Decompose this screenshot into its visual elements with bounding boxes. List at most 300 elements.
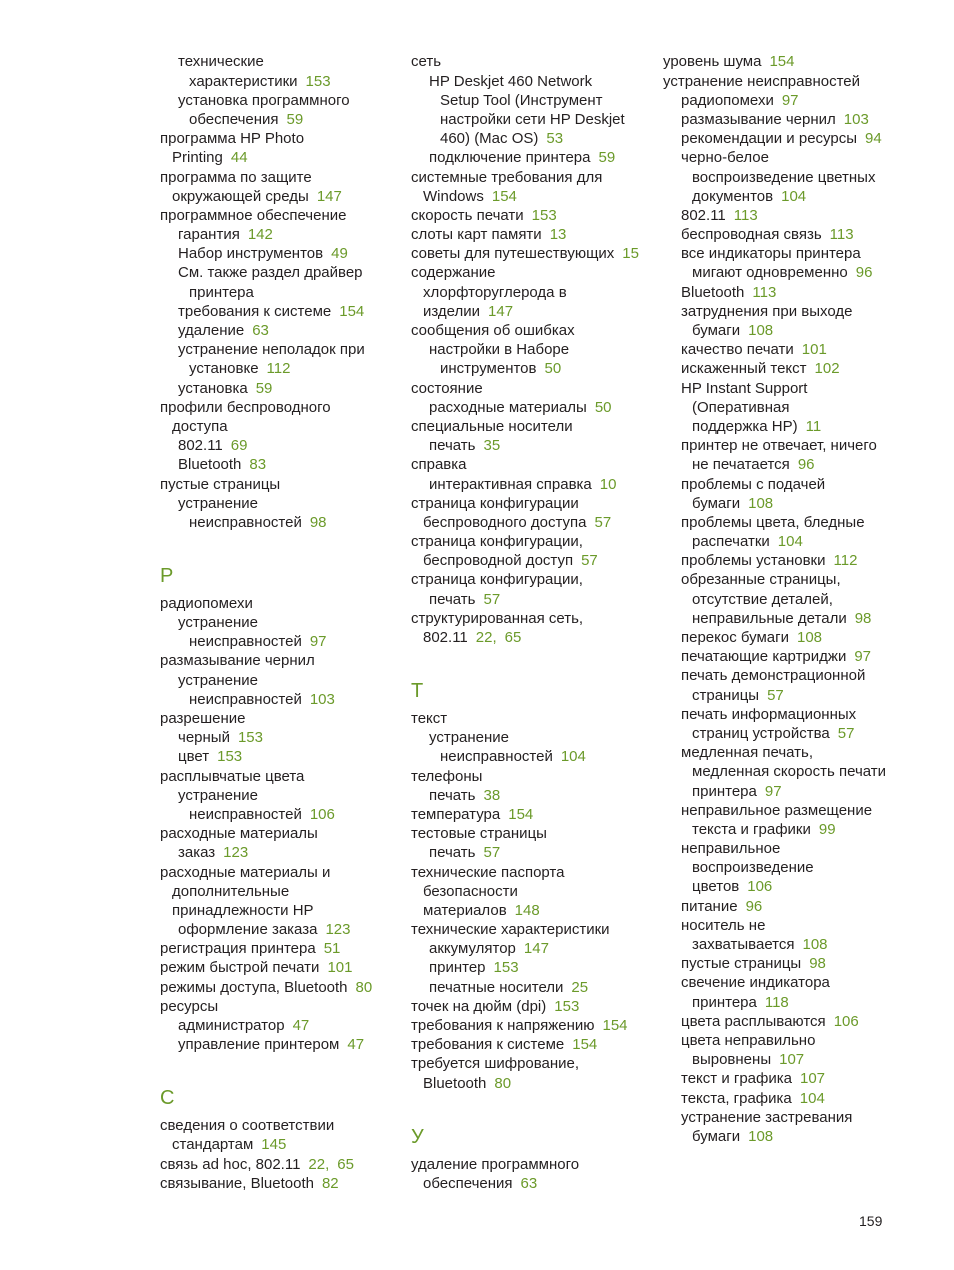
index-entry xyxy=(663,916,913,935)
index-entry xyxy=(160,340,410,359)
entry-term: выровнены xyxy=(692,1051,772,1069)
page-reference-link[interactable]: 112 xyxy=(833,552,858,570)
page-reference-link[interactable]: 104 xyxy=(781,187,807,205)
entry-term: управление принтером xyxy=(178,1036,340,1054)
index-entry xyxy=(663,570,913,589)
index-entry xyxy=(160,302,410,321)
index-entry xyxy=(663,897,913,916)
index-entry xyxy=(663,168,913,187)
page-reference-link[interactable]: 57 xyxy=(594,513,612,531)
page-reference-link[interactable]: 65 xyxy=(504,629,522,647)
entry-term: 802.11 xyxy=(681,206,726,224)
index-entry xyxy=(160,690,410,709)
page-reference-link[interactable]: 153 xyxy=(554,997,580,1015)
entry-term: обеспечения xyxy=(423,1174,513,1192)
index-entry xyxy=(411,302,661,321)
page-reference-link[interactable]: 153 xyxy=(237,729,263,747)
entry-term: сведения о соответствии xyxy=(160,1117,335,1135)
page-reference-link[interactable]: 108 xyxy=(748,1127,774,1145)
index-entry xyxy=(663,283,913,302)
index-entry xyxy=(160,1155,410,1174)
entry-term: текст и графика xyxy=(681,1070,792,1088)
page-reference-link[interactable]: 104 xyxy=(777,533,803,551)
entry-term: связь ad hoc, 802.11 xyxy=(160,1155,301,1173)
index-entry xyxy=(663,935,913,954)
entry-term: страница конфигурации xyxy=(411,494,579,512)
page-reference-link[interactable]: 97 xyxy=(854,648,872,666)
index-entry xyxy=(663,513,913,532)
entry-term: тестовые страницы xyxy=(411,825,547,843)
index-entry xyxy=(160,978,410,997)
page-reference-link[interactable]: 35 xyxy=(483,437,501,455)
index-entry xyxy=(663,551,913,570)
entry-term: мигают одновременно xyxy=(692,264,848,282)
index-entry xyxy=(663,1031,913,1050)
index-entry xyxy=(663,954,913,973)
index-entry xyxy=(411,52,661,71)
page-reference-link[interactable]: 147 xyxy=(523,940,549,958)
index-entry xyxy=(160,52,410,71)
index-entry xyxy=(160,513,410,532)
entry-term: печать xyxy=(429,437,476,455)
page-reference-link[interactable]: 53 xyxy=(546,130,564,148)
index-entry xyxy=(411,532,661,551)
index-entry xyxy=(663,206,913,225)
index-entry xyxy=(160,1035,410,1054)
index-entry xyxy=(411,263,661,282)
page-reference-link[interactable]: 47 xyxy=(292,1017,310,1034)
entry-term: неправильные детали xyxy=(692,609,847,627)
entry-term: бумаги xyxy=(692,1127,741,1145)
entry-term: цвета расплываются xyxy=(681,1012,826,1030)
index-entry xyxy=(160,1174,410,1193)
entry-term: принтера xyxy=(692,782,757,800)
index-entry xyxy=(663,436,913,455)
page-reference-link[interactable]: 108 xyxy=(748,494,774,512)
index-entry xyxy=(160,901,410,920)
page-reference-link[interactable]: 38 xyxy=(483,786,501,804)
entry-term: медленная печать, xyxy=(681,744,814,762)
page-reference-link[interactable]: 154 xyxy=(602,1017,628,1034)
index-entry xyxy=(663,340,913,359)
index-entry xyxy=(160,671,410,690)
index-entry xyxy=(411,709,661,728)
index-entry xyxy=(663,398,913,417)
section-letter-heading xyxy=(160,1054,410,1116)
page-reference-link[interactable]: 59 xyxy=(255,379,273,397)
page-reference-link[interactable]: 153 xyxy=(217,748,243,766)
page-reference-link[interactable]: 47 xyxy=(347,1036,365,1054)
index-entry xyxy=(411,436,661,455)
entry-term: сообщения об ошибках xyxy=(411,322,575,340)
entry-term: устранение xyxy=(178,494,259,512)
page-reference-link[interactable]: 25 xyxy=(571,978,589,996)
page-reference-link[interactable]: 101 xyxy=(327,959,353,977)
index-entry xyxy=(663,628,913,647)
index-entry xyxy=(160,359,410,378)
page-reference-link[interactable]: 96 xyxy=(855,264,873,282)
entry-term: страница конфигурации, xyxy=(411,533,583,551)
page-reference-link[interactable]: 10 xyxy=(599,475,617,493)
page-reference-link[interactable]: 97 xyxy=(309,633,327,651)
page-reference-link[interactable]: 112 xyxy=(266,360,291,378)
index-entry xyxy=(411,767,661,786)
index-entry xyxy=(160,882,410,901)
index-entry xyxy=(663,1089,913,1108)
entry-term: искаженный текст xyxy=(681,360,807,378)
entry-term: печать демонстрационной xyxy=(681,667,866,685)
index-entry xyxy=(160,594,410,613)
page-reference-link[interactable]: 113 xyxy=(733,206,758,224)
index-entry xyxy=(411,129,661,148)
index-entry xyxy=(663,801,913,820)
entry-term: печать xyxy=(429,844,476,862)
index-entry xyxy=(411,321,661,340)
entry-term: 802.11 xyxy=(178,437,223,455)
index-entry xyxy=(663,782,913,801)
entry-term: свечение индикатора xyxy=(681,974,830,992)
entry-term: установке xyxy=(189,360,259,378)
index-entry xyxy=(411,863,661,882)
page-reference-link[interactable]: 118 xyxy=(764,993,789,1011)
page-reference-link[interactable]: 153 xyxy=(305,72,331,90)
entry-term: неисправностей xyxy=(189,805,302,823)
entry-term: бумаги xyxy=(692,494,741,512)
entry-term: пустые страницы xyxy=(160,475,281,493)
entry-term: печатающие картриджи xyxy=(681,648,847,666)
index-entry xyxy=(411,570,661,589)
entry-term: перекос бумаги xyxy=(681,629,789,647)
index-entry xyxy=(160,1135,410,1154)
index-entry xyxy=(411,728,661,747)
index-entry xyxy=(160,651,410,670)
index-entry xyxy=(663,820,913,839)
entry-term: медленная скорость печати xyxy=(692,763,887,781)
page-reference-link[interactable]: 94 xyxy=(865,130,882,148)
page-reference-link[interactable]: 154 xyxy=(339,302,365,320)
page-reference-link[interactable]: 123 xyxy=(223,844,249,862)
entry-term: См. также раздел драйвер xyxy=(178,264,363,282)
index-entry xyxy=(411,958,661,977)
entry-term: беспроводная связь xyxy=(681,226,822,244)
index-entry xyxy=(411,494,661,513)
page-reference-link[interactable]: 113 xyxy=(752,283,777,301)
index-entry xyxy=(663,666,913,685)
entry-term: характеристики xyxy=(189,72,298,90)
page-reference-link[interactable]: 97 xyxy=(781,91,799,109)
index-entry xyxy=(663,686,913,705)
entry-term: радиопомехи xyxy=(681,91,774,109)
page-reference-link[interactable]: 103 xyxy=(309,690,335,708)
page-reference-link[interactable]: 106 xyxy=(747,878,773,896)
index-entry xyxy=(663,475,913,494)
index-entry xyxy=(411,398,661,417)
page-reference-link[interactable]: 59 xyxy=(286,110,304,128)
entry-term: 802.11 xyxy=(423,629,468,647)
entry-term: структурированная сеть, xyxy=(411,609,584,627)
index-entry xyxy=(160,398,410,417)
page-separator: , xyxy=(325,1155,330,1173)
index-entry xyxy=(160,863,410,882)
entry-term: Набор инструментов xyxy=(178,245,324,263)
entry-term: системные требования для xyxy=(411,168,603,186)
entry-term: пустые страницы xyxy=(681,955,802,973)
page-reference-link[interactable]: 98 xyxy=(309,513,327,531)
index-entry xyxy=(411,148,661,167)
entry-term: изделии xyxy=(423,302,481,320)
page-reference-link[interactable]: 97 xyxy=(764,782,782,800)
index-entry xyxy=(663,129,913,148)
page-reference-link[interactable]: 57 xyxy=(767,686,784,704)
entry-term: программа по защите xyxy=(160,168,312,186)
index-entry xyxy=(160,824,410,843)
entry-term: скорость печати xyxy=(411,206,524,224)
index-entry xyxy=(663,993,913,1012)
entry-term: размазывание чернил xyxy=(681,110,836,128)
page-reference-link[interactable]: 80 xyxy=(494,1074,512,1092)
entry-term: захватывается xyxy=(692,936,795,954)
entry-term: устранение застревания xyxy=(681,1108,853,1126)
entry-term: печать xyxy=(429,786,476,804)
index-entry xyxy=(160,475,410,494)
index-entry xyxy=(411,359,661,378)
page-reference-link[interactable]: 107 xyxy=(799,1070,826,1088)
index-entry xyxy=(411,786,661,805)
entry-term: Bluetooth xyxy=(423,1074,487,1092)
entry-term: устранение неполадок при xyxy=(178,341,365,359)
index-entry xyxy=(663,590,913,609)
index-entry xyxy=(411,1174,661,1193)
index-entry xyxy=(663,244,913,263)
index-entry xyxy=(663,1069,913,1088)
index-entry xyxy=(663,52,913,71)
entry-term: советы для путешествующих xyxy=(411,245,615,263)
index-entry xyxy=(663,1050,913,1069)
entry-term: рекомендации и ресурсы xyxy=(681,130,857,148)
index-entry xyxy=(663,1012,913,1031)
entry-term: программа HP Photo xyxy=(160,130,305,148)
index-entry xyxy=(411,920,661,939)
section-letter-heading xyxy=(411,1093,661,1155)
page-reference-link[interactable]: 106 xyxy=(309,805,335,823)
entry-term: температура xyxy=(411,805,501,823)
page-reference-link[interactable]: 99 xyxy=(818,820,836,838)
entry-term: настройки в Наборе xyxy=(429,341,570,359)
page-reference-link[interactable]: 98 xyxy=(809,955,826,973)
entry-term: неисправностей xyxy=(189,690,302,708)
entry-term: текста и графики xyxy=(692,820,811,838)
entry-term: неисправностей xyxy=(440,748,553,766)
index-column-2 xyxy=(411,52,661,1193)
section-letter: С xyxy=(160,1087,175,1110)
entry-term: воспроизведение xyxy=(692,859,814,877)
entry-term: обеспечения xyxy=(189,110,279,128)
index-entry xyxy=(663,973,913,992)
entry-term: дополнительные xyxy=(172,882,290,900)
page-reference-link[interactable]: 50 xyxy=(594,398,612,416)
page-reference-link[interactable]: 145 xyxy=(261,1136,287,1154)
index-entry xyxy=(160,747,410,766)
index-entry xyxy=(160,187,410,206)
index-entry xyxy=(411,91,661,110)
entry-term: проблемы с подачей xyxy=(681,475,826,493)
page-reference-link[interactable]: 142 xyxy=(247,226,273,244)
page-reference-link[interactable]: 15 xyxy=(622,245,639,263)
page-reference-link[interactable]: 104 xyxy=(799,1089,825,1107)
page-reference-link[interactable]: 57 xyxy=(837,724,855,742)
index-entry xyxy=(411,901,661,920)
page-reference-link[interactable]: 108 xyxy=(748,322,774,340)
section-letter: Т xyxy=(411,680,424,703)
index-entry xyxy=(160,244,410,263)
entry-term: страниц устройства xyxy=(692,724,830,742)
page-reference-link[interactable]: 101 xyxy=(801,341,827,359)
page-reference-link[interactable]: 13 xyxy=(549,226,567,244)
page-reference-link[interactable]: 51 xyxy=(323,940,341,958)
index-entry xyxy=(663,321,913,340)
index-entry xyxy=(160,455,410,474)
page-reference-link[interactable]: 104 xyxy=(560,748,586,766)
entry-term: администратор xyxy=(178,1017,285,1034)
entry-term: Bluetooth xyxy=(178,456,242,474)
entry-term: черно-белое xyxy=(681,149,769,167)
page-reference-link[interactable]: 154 xyxy=(491,187,517,205)
index-entry xyxy=(160,494,410,513)
entry-term: настройки сети HP Deskjet xyxy=(440,110,625,128)
entry-term: слоты карт памяти xyxy=(411,226,542,244)
page-reference-link[interactable]: 83 xyxy=(249,456,267,474)
page-reference-link[interactable]: 49 xyxy=(331,245,348,263)
index-entry xyxy=(411,225,661,244)
page-reference-link[interactable]: 80 xyxy=(355,978,373,996)
entry-term: телефоны xyxy=(411,767,483,785)
page-reference-link[interactable]: 147 xyxy=(488,302,514,320)
index-entry xyxy=(663,359,913,378)
index-entry xyxy=(411,110,661,129)
index-entry xyxy=(160,1116,410,1135)
page-reference-link[interactable]: 59 xyxy=(598,149,616,167)
index-entry xyxy=(411,244,661,263)
index-entry xyxy=(663,877,913,896)
page-reference-link[interactable]: 57 xyxy=(483,590,501,608)
entry-term: расходные материалы xyxy=(160,825,318,843)
index-entry xyxy=(663,858,913,877)
index-entry xyxy=(663,705,913,724)
entry-term: цветов xyxy=(692,878,740,896)
page-reference-link[interactable]: 44 xyxy=(230,149,248,167)
page-reference-link[interactable]: 22 xyxy=(475,629,493,647)
page-reference-link[interactable]: 98 xyxy=(854,609,872,627)
entry-term: инструментов xyxy=(440,360,537,378)
entry-term: печать xyxy=(429,590,476,608)
page-reference-link[interactable]: 63 xyxy=(520,1174,538,1192)
page-reference-link[interactable]: 57 xyxy=(581,552,598,570)
entry-term: ресурсы xyxy=(160,997,219,1015)
page-reference-link[interactable]: 154 xyxy=(508,805,534,823)
entry-term: беспроводной доступ xyxy=(423,552,574,570)
entry-term: режимы доступа, Bluetooth xyxy=(160,978,348,996)
entry-term: стандартам xyxy=(172,1136,254,1154)
page-reference-link[interactable]: 50 xyxy=(544,360,562,378)
page-reference-link[interactable]: 63 xyxy=(252,322,269,340)
entry-term: хлорфторуглерода в xyxy=(423,283,567,301)
index-entry xyxy=(411,824,661,843)
page-reference-link[interactable]: 123 xyxy=(325,921,351,939)
entry-term: уровень шума xyxy=(663,53,762,71)
page-reference-link[interactable]: 148 xyxy=(514,901,540,919)
index-entry xyxy=(411,168,661,187)
entry-term: устранение xyxy=(178,786,259,804)
index-entry xyxy=(411,997,661,1016)
page-reference-link[interactable]: 11 xyxy=(805,417,822,435)
page-reference-link[interactable]: 103 xyxy=(843,110,869,128)
page-reference-link[interactable]: 107 xyxy=(779,1051,805,1069)
page-reference-link[interactable]: 57 xyxy=(483,844,501,862)
page-reference-link[interactable]: 65 xyxy=(337,1155,354,1173)
page-reference-link[interactable]: 96 xyxy=(745,897,763,915)
entry-term: принтера xyxy=(189,283,254,301)
index-entry xyxy=(160,805,410,824)
page-reference-link[interactable]: 108 xyxy=(802,936,828,954)
index-entry xyxy=(411,206,661,225)
page-reference-link[interactable]: 113 xyxy=(829,226,854,244)
index-entry xyxy=(160,786,410,805)
entry-term: требования к системе xyxy=(411,1036,565,1054)
entry-term: требования к напряжению xyxy=(411,1017,595,1034)
index-entry xyxy=(160,632,410,651)
index-entry xyxy=(663,494,913,513)
page-reference-link[interactable]: 153 xyxy=(531,206,557,224)
entry-term: устранение xyxy=(178,671,259,689)
entry-term: расходные материалы и xyxy=(160,863,331,881)
page-reference-link[interactable]: 154 xyxy=(572,1036,598,1054)
index-entry xyxy=(160,613,410,632)
page-reference-link[interactable]: 96 xyxy=(797,456,815,474)
index-entry xyxy=(160,206,410,225)
index-entry xyxy=(663,609,913,628)
page-reference-link[interactable]: 22 xyxy=(308,1155,326,1173)
index-entry xyxy=(160,939,410,958)
page-reference-link[interactable]: 108 xyxy=(797,629,823,647)
index-entry xyxy=(663,148,913,167)
page-reference-link[interactable]: 82 xyxy=(321,1174,339,1192)
index-entry xyxy=(663,839,913,858)
page-reference-link[interactable]: 154 xyxy=(769,53,795,71)
entry-term: интерактивная справка xyxy=(429,475,592,493)
entry-term: точек на дюйм (dpi) xyxy=(411,997,547,1015)
page-reference-link[interactable]: 153 xyxy=(493,959,519,977)
index-entry xyxy=(411,939,661,958)
index-entry xyxy=(663,302,913,321)
page-reference-link[interactable]: 106 xyxy=(833,1012,859,1030)
index-entry xyxy=(663,532,913,551)
entry-term: страница конфигурации, xyxy=(411,571,583,589)
index-entry xyxy=(411,455,661,474)
entry-term: расходные материалы xyxy=(429,398,587,416)
entry-term: Printing xyxy=(172,149,223,167)
page-separator: , xyxy=(492,629,497,647)
entry-term: разрешение xyxy=(160,710,246,727)
page-reference-link[interactable]: 69 xyxy=(230,437,248,455)
entry-term: неправильное размещение xyxy=(681,801,873,819)
page-reference-link[interactable]: 102 xyxy=(814,360,840,378)
page-reference-link[interactable]: 147 xyxy=(316,187,342,205)
index-entry xyxy=(411,1155,661,1174)
index-entry xyxy=(663,187,913,206)
entry-term: технические xyxy=(178,53,264,71)
entry-term: затруднения при выходе xyxy=(681,302,853,320)
entry-term: принтера xyxy=(692,993,757,1011)
